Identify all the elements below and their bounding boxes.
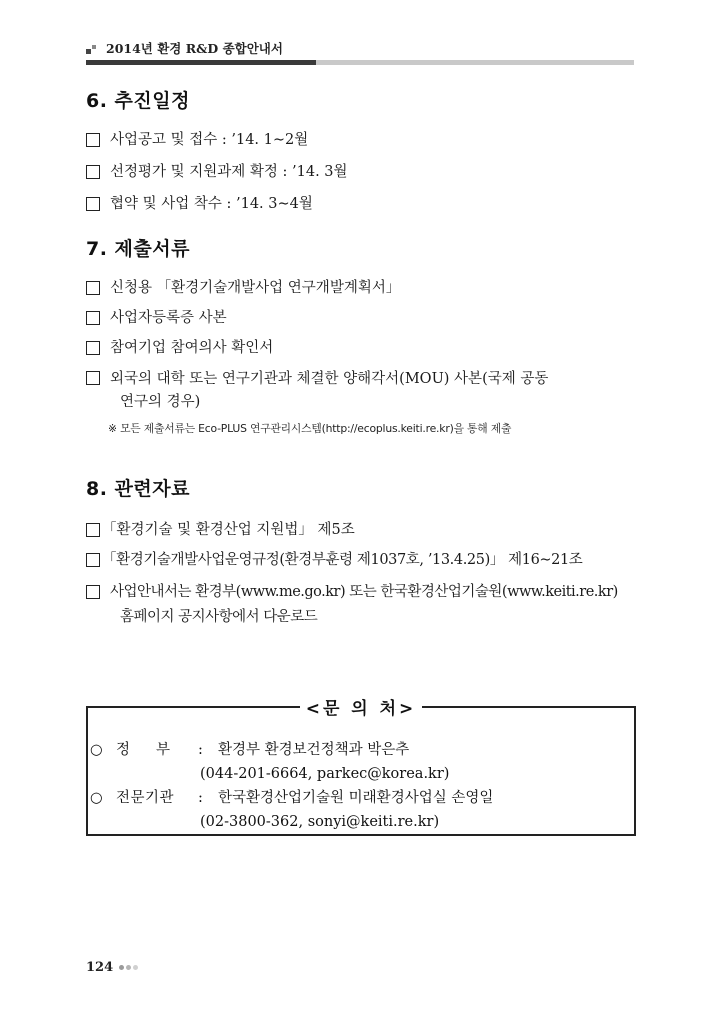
header-mark-icon [86, 42, 98, 54]
contact-box [86, 699, 636, 836]
contact-label: 정 부 [116, 742, 171, 758]
list-item-text: 「환경기술 및 환경산업 지원법」 제5조 [102, 522, 355, 538]
section-references [86, 474, 638, 630]
list-item [86, 368, 638, 414]
list-item [86, 338, 638, 358]
list-item [86, 130, 638, 150]
list-item [86, 580, 638, 630]
checkbox-icon [86, 197, 100, 211]
page-number: 124 [86, 960, 114, 975]
section-title: 7. 제출서류 [86, 238, 190, 260]
list-item [86, 162, 638, 182]
contact-row-agency [88, 786, 634, 810]
list-item-text-continued: 홈페이지 공지사항에서 다운로드 [120, 609, 318, 625]
contact-title: <문 의 처> [300, 694, 423, 719]
list-item-text: 참여기업 참여의사 확인서 [110, 340, 274, 356]
circle-bullet-icon: ○ [90, 790, 103, 806]
list-item-text-continued: 연구의 경우) [120, 394, 201, 410]
checkbox-icon [86, 523, 100, 537]
checkbox-icon [86, 585, 100, 599]
section-title: 6. 추진일정 [86, 90, 190, 112]
checkbox-icon [86, 281, 100, 295]
list-item-text: 협약 및 사업 착수 : ’14. 3∼4월 [110, 196, 313, 212]
checkbox-icon [86, 341, 100, 355]
dot-icon [133, 965, 138, 970]
page-dots-icon [119, 965, 140, 970]
checkbox-icon [86, 553, 100, 567]
section-documents [86, 234, 638, 436]
contact-details: (02-3800-362, sonyi@keiti.re.kr) [200, 814, 440, 830]
list-item [86, 194, 638, 214]
section-schedule [86, 86, 638, 214]
list-item-text: 신청용 「환경기술개발사업 연구개발계획서」 [110, 280, 401, 296]
list-item [86, 550, 638, 570]
list-item-text: 사업안내서는 환경부(www.me.go.kr) 또는 한국환경산업기술원(www.keiti.re.kr) [110, 584, 618, 600]
dot-icon [126, 965, 131, 970]
header-divider [86, 60, 634, 65]
circle-bullet-icon: ○ [90, 742, 103, 758]
checkbox-icon [86, 311, 100, 325]
contact-colon: : [198, 742, 203, 758]
list-item [86, 278, 638, 298]
page-header [86, 38, 634, 65]
list-item-text: 선정평가 및 지원과제 확정 : ’14. 3월 [110, 164, 348, 180]
contact-details: (044-201-6664, parkec@korea.kr) [200, 766, 450, 782]
contact-label: 전문기관 [116, 790, 175, 806]
contact-row-government [88, 738, 634, 762]
contact-value: 환경부 환경보건정책과 박은추 [218, 742, 410, 758]
contact-colon: : [198, 790, 203, 806]
checkbox-icon [86, 165, 100, 179]
header-title: 2014년 환경 R&D 종합안내서 [106, 41, 283, 56]
contact-value: 한국환경산업기술원 미래환경사업실 손영일 [218, 790, 494, 806]
page-footer [86, 960, 140, 975]
list-item-text: 사업자등록증 사본 [110, 310, 227, 326]
dot-icon [119, 965, 124, 970]
list-item-text: 외국의 대학 또는 연구기관과 체결한 양해각서(MOU) 사본(국제 공동 [110, 371, 549, 387]
checkbox-icon [86, 133, 100, 147]
section-title: 8. 관련자료 [86, 478, 190, 500]
list-item [86, 308, 638, 328]
list-item [86, 520, 638, 540]
list-item-text: 사업공고 및 접수 : ’14. 1∼2월 [110, 132, 309, 148]
checkbox-icon [86, 371, 100, 385]
list-item-text: 「환경기술개발사업운영규정(환경부훈령 제1037호, ’13.4.25)」 제16∼21조 [102, 552, 583, 568]
submission-note: ※ 모든 제출서류는 Eco-PLUS 연구관리시스템(http://ecoplus.keiti.re.kr)을 통해 제출 [108, 422, 512, 435]
